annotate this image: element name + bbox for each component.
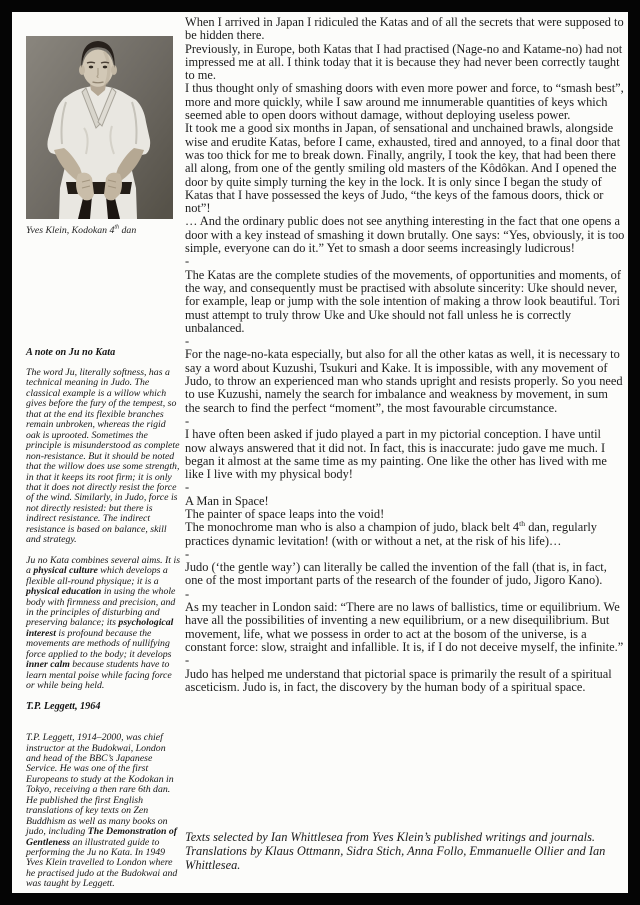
note-paragraph-ju: The word Ju, literally softness, has a technical meaning in Judo. The classical example is a willow which gives before the fury of the tempest, so that at the end its flexible branches remain unbroken, whereas the rigid oak is uprooted. Sometimes the principle is misunderstood as complete non-resistance. But it should be noted that the willow does use some strength, in that it keeps its root firm; it is only that it does not directly resist the force of the wind. Similarly, in Judo, force is not directly resisted: but there is indirect resistance. The indirect resistance is based on balance, skill and strategy.: [26, 367, 180, 546]
judo-portrait-image: [26, 36, 173, 219]
credit-line: Translations by Klaus Ottmann, Sidra Stich, Anna Follo, Emmanuelle Ollier and Ian Whittlesea.: [185, 844, 606, 873]
document-page: [12, 12, 628, 893]
credits: [185, 830, 631, 873]
text-paragraph: The monochrome man who is also a champion of judo, black belt 4th dan, regularly practices dynamic levitation! (with or without a net, at the risk of his life)…: [185, 519, 597, 548]
black-belt: [66, 182, 132, 194]
text-paragraph: The Katas are the complete studies of the movements, of opportunities and moments, of the way, and consequently must be practised with absolute sincerity: Uke should never, for example, leap or jump with the sole intention of making a throw look beautiful. Tori must attempt to truly throw Uke and Uke should not fall unless he is correctly unbalanced.: [185, 267, 621, 335]
photo-caption: Yves Klein, Kodokan 4th dan: [26, 224, 137, 236]
text-paragraph: I thus thought only of smashing doors with even more power and force, to “smash best”, more and more quickly, while I saw around me innumerable quantities of keys which seemed able to open doors without damage, without deploying useless power.: [185, 81, 624, 123]
credit-line: Texts selected by Ian Whittlesea from Yves Klein’s published writings and journals.: [185, 830, 596, 844]
note-heading: A note on Ju no Kata: [26, 347, 116, 358]
yves-klein-photo: [26, 36, 173, 219]
note-paragraph-junokata: Ju no Kata combines several aims. It is a physical culture which develops a flexible all-round physique; it is a physical education in using the whole body with firmness and precision, and in the principles of disturbing and preserving balance; its psychological interest is profound because the movements are methods of nullifying force applied to the body; it develops inner calm because students have to learn mental poise while facing force or while being held.: [26, 554, 181, 692]
text-paragraph: When I arrived in Japan I ridiculed the Katas and of all the secrets that were supposed to be hidden there.: [185, 15, 624, 43]
leggett-bio: T.P. Leggett, 1914–2000, was chief instructor at the Budokwai, London and head of the BBC’s Japanese Service. He was one of the first Europeans to study at the Kodokan in Tokyo, receiving a then rare 6th dan. He published the first English translations of key texts on Zen Buddhism as well as many books on judo, including The Demonstration of Gentleness an illustrated guide to performing the Ju no Kata. In 1949 Yves Klein travelled to London where he practised judo at the Budokwai and was taught by Leggett.: [26, 732, 178, 890]
text-paragraph: Previously, in Europe, both Katas that I had practised (Nage-no and Katame-no) had not impressed me at all. I think today that it is because they had never been correctly taught to me.: [185, 41, 623, 83]
text-paragraph: A Man in Space!: [185, 493, 269, 508]
text-paragraph: … And the ordinary public does not see anything interesting in the fact that one opens a door with a key instead of smashing it down brutally. One says: “Yes, obviously, it is too simple, everyone can do it.” Yet to smash a door seems increasingly ludicrous!: [185, 214, 625, 256]
text-paragraph: As my teacher in London said: “There are no laws of ballistics, time or equilibrium. We have all the possibilities of inventing a new equilibrium, or a new disequilibrium. But movement, life, what we possess in order to act at the bosom of the universe, is a constant force: slow, straight and infallible. It is, if I do not deceive myself, the infinite.”: [185, 600, 624, 654]
text-paragraph: -: [185, 413, 190, 428]
text-paragraph: For the nage-no-kata especially, but also for all the other katas as well, it is necessary to say a word about Kuzushi, Tsukuri and Kake. It is impossible, with any movement of Judo, to throw an experienced man who stands upright and resists properly. So you need to use Kuzushi, namely the search for imbalance and weakness by movement, in sum the search to find the perfect “moment”, the most favourable circumstance.: [185, 347, 623, 415]
text-paragraph: -: [185, 653, 190, 668]
text-paragraph: -: [185, 586, 190, 601]
text-paragraph: The painter of space leaps into the void!: [185, 506, 385, 521]
text-paragraph: -: [185, 546, 190, 561]
note-signature: T.P. Leggett, 1964: [26, 700, 101, 712]
sidebar-note: [26, 347, 181, 890]
text-paragraph: Judo (‘the gentle way’) can literally be called the invention of the fall (that is, in fact, one of the most important parts of the research of the founder of judo, Jigoro Kano).: [185, 560, 607, 588]
text-paragraph: It took me a good six months in Japan, of sensational and unchained brawls, alongside wise and erudite Katas, before I came, exhausted, tired and annoyed, to a final door that was too thick for me to break down. Finally, angrily, I took the key, that had been there all along, from one of the gently smiling old masters of the Kôdôkan. And I opened the door by quite simply turning the key in the lock. It is only since I began the study of Katas that I have possessed the keys of Judo, “the keys of the famous doors, thick or not”!: [185, 121, 621, 216]
sidebar: [26, 36, 181, 890]
text-paragraph: -: [185, 254, 190, 269]
main-text-column: [185, 16, 625, 694]
text-paragraph: I have often been asked if judo played a part in my pictorial conception. I have until now always answered that it did not. In fact, this is inaccurate: judo gave me much. I began it almost at the same time as my painting. One like the other has lived with me like I live with my physical body!: [185, 427, 607, 482]
text-paragraph: Judo has helped me understand that pictorial space is primarily the result of a spiritual asceticism. Judo is, in fact, the discovery by the human body of a spiritual space.: [185, 666, 612, 694]
text-paragraph: -: [185, 480, 190, 495]
text-paragraph: -: [185, 334, 190, 349]
